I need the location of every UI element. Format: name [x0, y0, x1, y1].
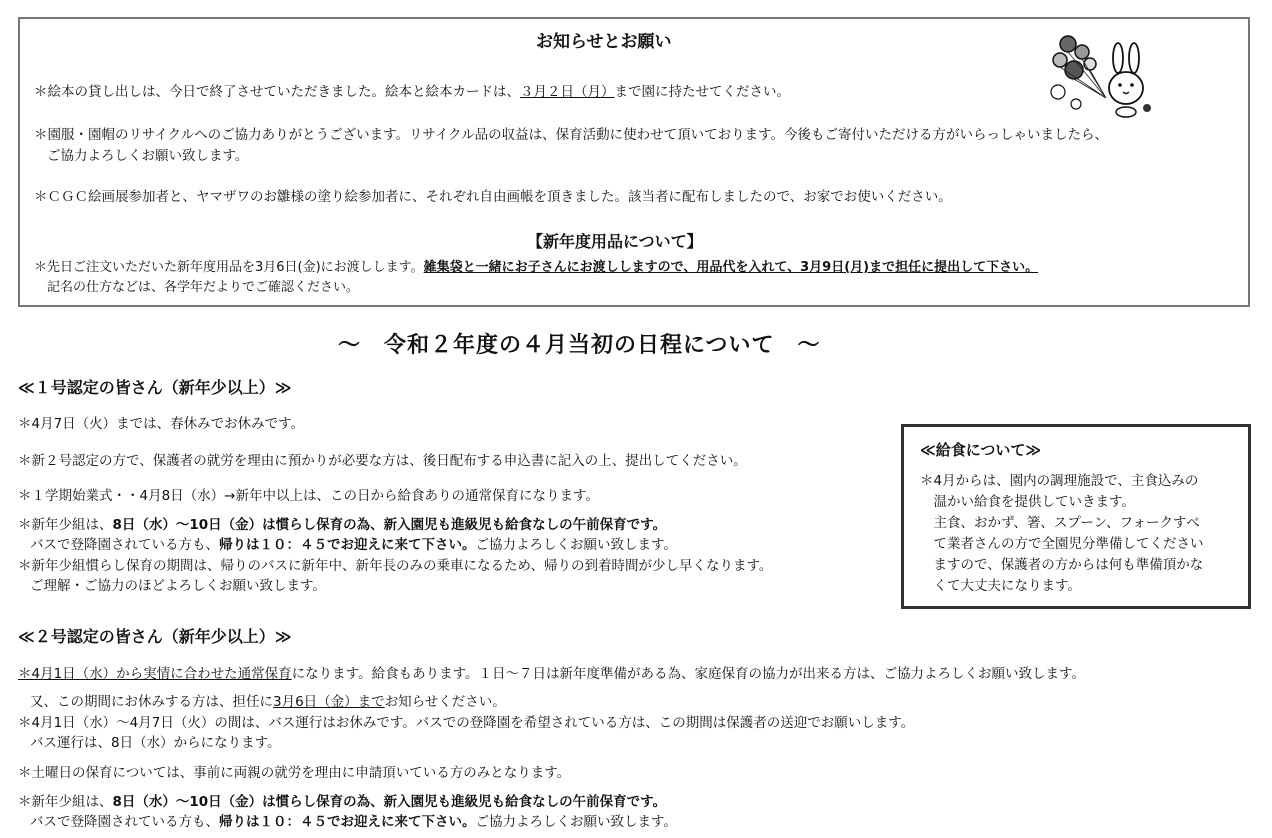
notice-item-text: ＊先日ご注文いただいた新年度用品を3月6日(金)にお渡しします。 [34, 260, 424, 275]
notice-title: お知らせとお願い [536, 32, 672, 52]
section2-line-text: ＊新年少組は、 [18, 794, 113, 810]
section1-emphasis: 帰りは１０：４５でお迎えに来て下さい。 [219, 537, 476, 553]
section2-line [30, 690, 506, 710]
lunch-line: て業者さんの方で全園児分準備してください [920, 536, 1204, 552]
notice-item-picture-books [34, 80, 790, 100]
return-date: ３月２日（月） [520, 84, 615, 100]
section2-line-text: になります。給食もあります。１日～７日は新年度準備がある為、家庭保育の協力が出来る方は、ご協力よろしくお願い致します。 [291, 666, 1085, 682]
section1-emphasis: 8日（水）～10日（金）は慣らし保育の為、新入園児も進級児も給食なしの午前保育です。 [112, 517, 667, 533]
lunch-title: ≪給食について≫ [920, 441, 1042, 459]
notice-item-recycle: ＊園服・園帽のリサイクルへのご協力ありがとうございます。リサイクル品の収益は、保育活動に使わせて頂いております。今後もご寄付いただける方がいらっしゃいましたら、 [34, 127, 1109, 143]
notice-item-drawing-books: ＊ＣＧＣ絵画展参加者と、ヤマザワのお雛様の塗り絵参加者に、それぞれ自由画帳を頂きました。該当者に配布しましたので、お家でお使いください。 [34, 189, 952, 205]
section1-line: ＊１学期始業式・・4月8日（水）→新年中以上は、この日から給食ありの通常保育になります。 [18, 488, 599, 504]
section1-line [18, 513, 666, 533]
notice-item-text: まで園に持たせてください。 [614, 84, 790, 100]
section2-title: ≪２号認定の皆さん（新年少以上）≫ [18, 627, 292, 646]
lunch-line: くて大丈夫になります。 [920, 578, 1081, 594]
section1-title: ≪１号認定の皆さん（新年少以上）≫ [18, 378, 292, 397]
section1-line: ＊4月7日（火）までは、春休みでお休みです。 [18, 416, 305, 432]
section1-line: ご理解・ご協力のほどよろしくお願い致します。 [30, 578, 326, 594]
new-year-supplies-title: 【新年度用品について】 [527, 232, 703, 251]
notice-item-text: ＊絵本の貸し出しは、今日で終了させていただきました。絵本と絵本カードは、 [34, 84, 520, 100]
section2-emphasis: 8日（水）～10日（金）は慣らし保育の為、新入園児も進級児も給食なしの午前保育です。 [112, 794, 667, 810]
supplies-instruction: 雑集袋と一緒にお子さんにお渡ししますので、用品代を入れて、3月9日(月)まで担任に提出して下さい。 [423, 260, 1039, 275]
section2-line-text: お知らせください。 [384, 694, 506, 710]
lunch-box [901, 424, 1251, 609]
section1-line: ＊新２号認定の方で、保護者の就労を理由に預かりが必要な方は、後日配布する申込書に記入の上、提出してください。 [18, 453, 747, 469]
section2-line [30, 810, 677, 830]
schedule-title: ～ 令和２年度の４月当初の日程について ～ [338, 333, 821, 358]
section2-line-text: バスで登降園されている方も、 [30, 814, 219, 830]
section2-line: バス運行は、8日（水）からになります。 [30, 735, 281, 751]
section1-line [30, 533, 677, 553]
section2-line-text: ご協力よろしくお願い致します。 [475, 814, 677, 830]
section2-emphasis: 帰りは１０：４５でお迎えに来て下さい。 [219, 814, 476, 830]
section1-line-text: ご協力よろしくお願い致します。 [475, 537, 677, 553]
notice-item-supplies-cont: 記名の仕方などは、各学年だよりでご確認ください。 [47, 280, 360, 295]
lunch-line: ますので、保護者の方からは何も準備頂かな [920, 557, 1204, 573]
section2-line [18, 790, 666, 810]
section2-emphasis: ＊4月1日（水）から実情に合わせた通常保育 [18, 666, 292, 682]
section2-line: ＊4月1日（水）～4月7日（火）の間は、バス運行はお休みです。バスでの登降園を希望されている方は、この期間は保護者の送迎でお願いします。 [18, 715, 915, 731]
section2-emphasis: 3月6日（金）まで [273, 694, 385, 710]
lunch-line: ＊4月からは、園内の調理施設で、主食込みの [920, 473, 1199, 489]
section1-line: ＊新年少組慣らし保育の期間は、帰りのバスに新年中、新年長のみの乗車になるため、帰りの到着時間が少し早くなります。 [18, 558, 773, 574]
section1-line-text: ＊新年少組は、 [18, 517, 113, 533]
section2-line: ＊土曜日の保育については、事前に両親の就労を理由に申請頂いている方のみとなります。 [18, 765, 571, 781]
section2-line [18, 662, 1085, 682]
notice-item-supplies [34, 256, 1038, 275]
section2-line-text: 又、この期間にお休みする方は、担任に [30, 694, 273, 710]
lunch-line: 温かい給食を提供していきます。 [920, 494, 1135, 510]
lunch-text [920, 471, 1204, 597]
section1-line-text: バスで登降園されている方も、 [30, 537, 219, 553]
lunch-line: 主食、おかず、箸、スプーン、フォークすべ [920, 515, 1200, 531]
rabbit-balloons-illustration [1046, 30, 1156, 120]
notice-item-recycle-cont: ご協力よろしくお願い致します。 [47, 148, 249, 164]
